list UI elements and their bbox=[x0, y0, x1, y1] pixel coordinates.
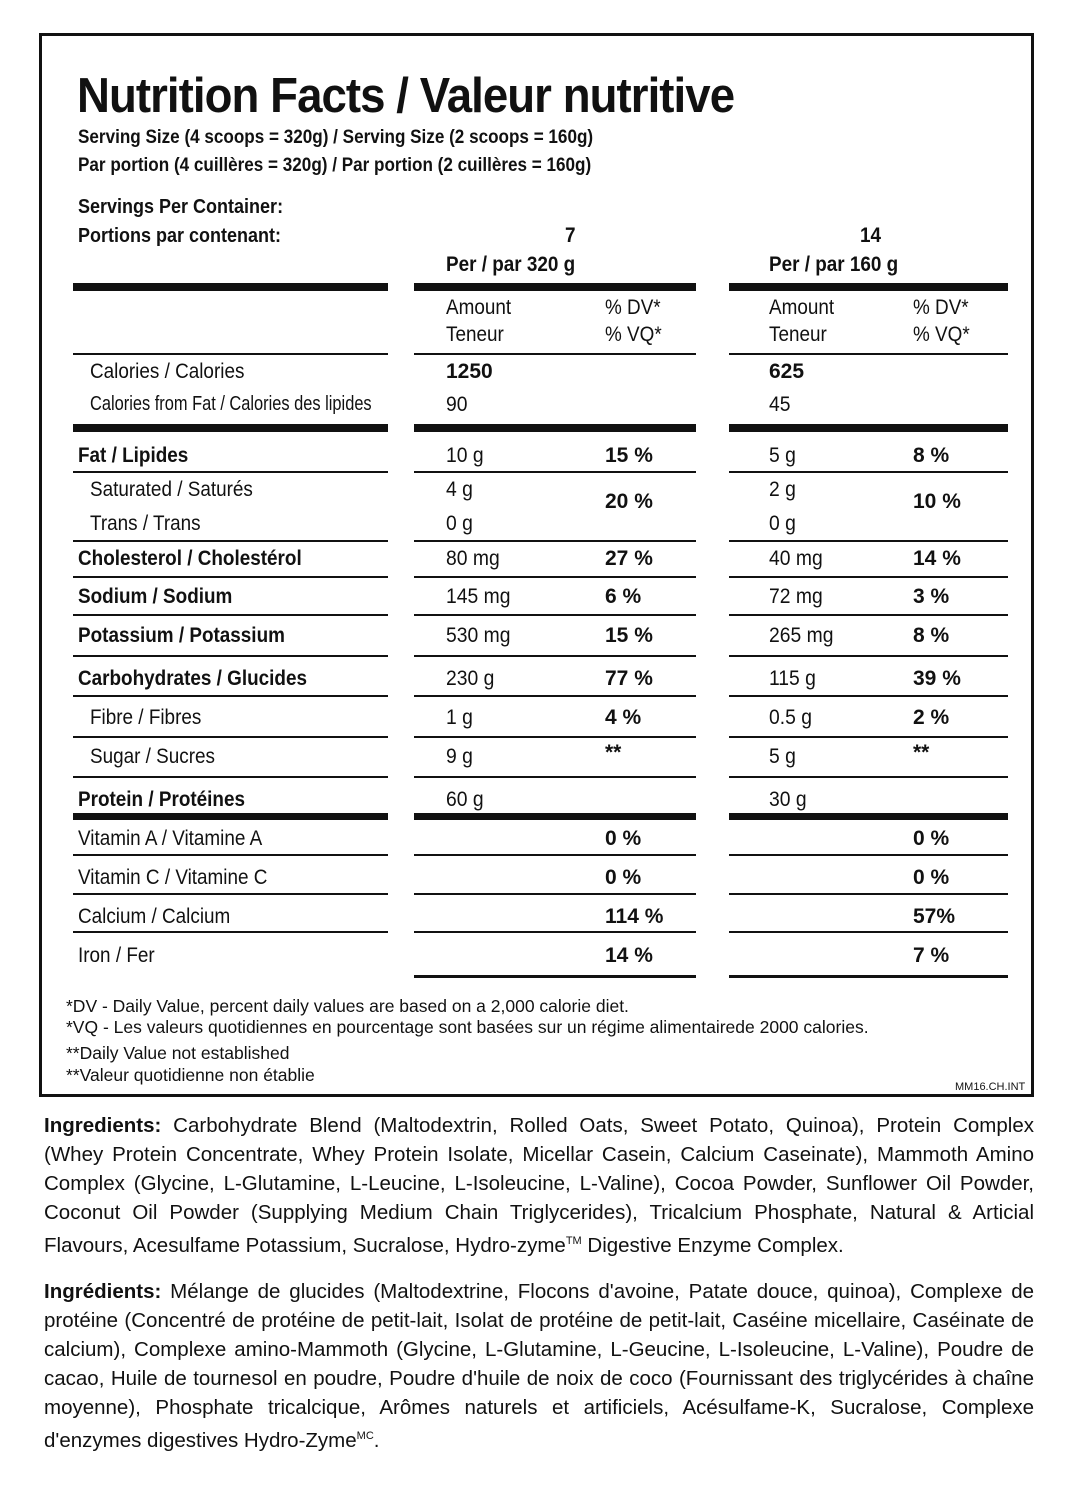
serving-size-en: Serving Size (4 scoops = 320g) / Serving Size (2 scoops = 160g) bbox=[78, 127, 594, 148]
protein-col1-amount: 60 g bbox=[446, 788, 484, 811]
potassium-col1-dv: 15 % bbox=[605, 624, 653, 647]
ingredients-fr-tail: . bbox=[373, 1428, 380, 1452]
divider bbox=[73, 576, 388, 578]
divider bbox=[73, 736, 388, 738]
sugar-col2-amount: 5 g bbox=[769, 745, 796, 768]
cholesterol-label: Cholesterol / Cholestérol bbox=[78, 547, 302, 570]
footnote-vq: *VQ - Les valeurs quotidiennes en pourcentage sont basées sur un régime alimentairede 2000 calories. bbox=[66, 1017, 869, 1037]
ingredients-fr bbox=[44, 1277, 1034, 1455]
divider bbox=[73, 893, 388, 895]
carbohydrates-col1-dv: 77 % bbox=[605, 667, 653, 690]
fibre-col1-dv: 4 % bbox=[605, 706, 642, 729]
sugar-label: Sugar / Sucres bbox=[90, 745, 216, 768]
sodium-col1-dv: 6 % bbox=[605, 585, 642, 608]
cholesterol-col1-dv: 27 % bbox=[605, 547, 653, 570]
sugar-col1-amount: 9 g bbox=[446, 745, 473, 768]
fat-label: Fat / Lipides bbox=[78, 444, 189, 467]
divider bbox=[73, 776, 388, 778]
ingredients-en-heading: Ingredients: bbox=[44, 1114, 162, 1137]
divider bbox=[414, 776, 696, 778]
ingredients-en bbox=[44, 1111, 1034, 1260]
product-code: MM16.CH.INT bbox=[955, 1081, 1026, 1093]
serving-size-fr: Par portion (4 cuillères = 320g) / Par portion (2 cuillères = 160g) bbox=[78, 155, 592, 176]
fat-col2-dv: 8 % bbox=[913, 444, 950, 467]
sodium-col1-amount: 145 mg bbox=[446, 585, 511, 608]
divider bbox=[729, 736, 1008, 738]
fat-col1-amount: 10 g bbox=[446, 444, 484, 467]
col2-teneur-header: Teneur bbox=[769, 323, 827, 346]
fat-col2-amount: 5 g bbox=[769, 444, 796, 467]
iron-col2-dv: 7 % bbox=[913, 944, 950, 967]
vitamin-a-label: Vitamin A / Vitamine A bbox=[78, 827, 263, 850]
divider bbox=[414, 854, 696, 856]
divider bbox=[73, 854, 388, 856]
cholesterol-col2-amount: 40 mg bbox=[769, 547, 823, 570]
divider bbox=[729, 471, 1008, 473]
col2-servings: 14 bbox=[860, 224, 882, 247]
saturated-col1: 4 g bbox=[446, 478, 473, 501]
divider bbox=[729, 893, 1008, 895]
footnote-dv: *DV - Daily Value, percent daily values are based on a 2,000 calorie diet. bbox=[66, 996, 629, 1016]
divider-thick bbox=[73, 424, 388, 432]
divider bbox=[729, 576, 1008, 578]
divider bbox=[729, 655, 1008, 657]
vitamin-c-col1-dv: 0 % bbox=[605, 866, 642, 889]
servings-per-container-fr: Portions par contenant: bbox=[78, 225, 282, 247]
divider bbox=[73, 353, 388, 355]
divider bbox=[414, 695, 696, 697]
col1-per: Per / par 320 g bbox=[446, 253, 576, 276]
carbohydrates-label: Carbohydrates / Glucides bbox=[78, 667, 307, 690]
ingredients-fr-heading: Ingrédients: bbox=[44, 1280, 162, 1303]
sodium-col2-dv: 3 % bbox=[913, 585, 950, 608]
fibre-label: Fibre / Fibres bbox=[90, 706, 202, 729]
trans-col1: 0 g bbox=[446, 512, 473, 535]
divider bbox=[414, 471, 696, 473]
trademark-mark: TM bbox=[565, 1235, 582, 1247]
ingredients-en-text: Carbohydrate Blend (Maltodextrin, Rolled Oats, Sweet Potato, Quinoa), Protein Complex (Whey Protein Concentrate, Whey Protein Isolate, Micellar Casein, Calcium Caseinate), Mammoth Amino Complex (Glycine, L-Glutamine, L-Leucine, L-Isoleucine, L-Valine), Cocoa Powder, Sunflower Oil Powder, Coconut Oil Powder (Supplying Medium Chain Triglycerides), Tricalcium Phosphate, Natural & Articial Flavours, Acesulfame Potassium, Sucralose, Hydro-zyme bbox=[44, 1114, 1034, 1257]
divider-thick bbox=[729, 813, 1008, 820]
cholesterol-col2-dv: 14 % bbox=[913, 547, 961, 570]
carbohydrates-col2-amount: 115 g bbox=[769, 667, 816, 690]
divider bbox=[729, 776, 1008, 778]
trans-col2: 0 g bbox=[769, 512, 796, 535]
iron-col1-dv: 14 % bbox=[605, 944, 653, 967]
divider bbox=[414, 540, 696, 542]
protein-col2-amount: 30 g bbox=[769, 788, 807, 811]
fibre-col2-dv: 2 % bbox=[913, 706, 950, 729]
calories-from-fat-col2: 45 bbox=[769, 393, 791, 416]
potassium-label: Potassium / Potassium bbox=[78, 624, 285, 647]
potassium-col1-amount: 530 mg bbox=[446, 624, 511, 647]
col2-per: Per / par 160 g bbox=[769, 253, 899, 276]
sodium-col2-amount: 72 mg bbox=[769, 585, 823, 608]
vitamin-a-col1-dv: 0 % bbox=[605, 827, 642, 850]
calories-col1: 1250 bbox=[446, 360, 493, 383]
col2-vq-header: % VQ* bbox=[913, 323, 970, 346]
carbohydrates-col2-dv: 39 % bbox=[913, 667, 961, 690]
divider bbox=[414, 931, 696, 933]
protein-label: Protein / Protéines bbox=[78, 788, 245, 811]
sat-trans-col2-dv: 10 % bbox=[913, 490, 961, 513]
sugar-col2-dv: ** bbox=[913, 741, 930, 764]
divider-thick bbox=[73, 283, 388, 291]
calories-col2: 625 bbox=[769, 360, 805, 383]
vitamin-a-col2-dv: 0 % bbox=[913, 827, 950, 850]
divider bbox=[414, 614, 696, 616]
sat-trans-col1-dv: 20 % bbox=[605, 490, 653, 513]
carbohydrates-col1-amount: 230 g bbox=[446, 667, 495, 690]
ingredients-fr-text: Mélange de glucides (Maltodextrine, Flocons d'avoine, Patate douce, quinoa), Complexe de protéine (Concentré de protéine de petit-lait, Isolat de protéine de petit-lait, Caséine micellaire, Caséinate de calcium), Complexe amino-Mammoth (Glycine, L-Glutamine, L-Geucine, L-Isoleucine, L-Valine), Poudre de cacao, Huile de tournesol en poudre, Poudre d'huile de noix de coco (Fournissant des triglycérides à chaîne moyenne), Phosphate tricalcique, Arômes naturels et artificiels, Acésulfame-K, Sucralose, Complexe d'enzymes digestives Hydro-Zyme bbox=[44, 1280, 1034, 1452]
divider bbox=[729, 854, 1008, 856]
col2-dv-header: % DV* bbox=[913, 296, 969, 319]
divider bbox=[414, 736, 696, 738]
divider-thick bbox=[73, 813, 388, 820]
calcium-label: Calcium / Calcium bbox=[78, 905, 231, 928]
sugar-col1-dv: ** bbox=[605, 741, 622, 764]
fibre-col2-amount: 0.5 g bbox=[769, 706, 812, 729]
calories-label: Calories / Calories bbox=[90, 360, 245, 383]
potassium-col2-dv: 8 % bbox=[913, 624, 950, 647]
col1-vq-header: % VQ* bbox=[605, 323, 662, 346]
fat-col1-dv: 15 % bbox=[605, 444, 653, 467]
col1-servings: 7 bbox=[565, 224, 576, 247]
cholesterol-col1-amount: 80 mg bbox=[446, 547, 500, 570]
divider bbox=[729, 540, 1008, 542]
divider bbox=[73, 931, 388, 933]
divider bbox=[73, 540, 388, 542]
col1-dv-header: % DV* bbox=[605, 296, 661, 319]
potassium-col2-amount: 265 mg bbox=[769, 624, 834, 647]
divider bbox=[73, 655, 388, 657]
calcium-col2-dv: 57% bbox=[913, 905, 956, 928]
divider-thick bbox=[729, 283, 1008, 291]
divider-thick bbox=[414, 283, 696, 291]
ingredients-en-tail: Digestive Enzyme Complex. bbox=[581, 1233, 844, 1257]
fibre-col1-amount: 1 g bbox=[446, 706, 473, 729]
divider bbox=[414, 975, 696, 978]
divider-thick bbox=[414, 424, 696, 432]
divider bbox=[729, 614, 1008, 616]
divider bbox=[414, 576, 696, 578]
col1-teneur-header: Teneur bbox=[446, 323, 504, 346]
saturated-label: Saturated / Saturés bbox=[90, 478, 253, 501]
divider bbox=[729, 975, 1008, 978]
saturated-col2: 2 g bbox=[769, 478, 796, 501]
calcium-col1-dv: 114 % bbox=[605, 905, 664, 928]
col2-amount-header: Amount bbox=[769, 296, 835, 319]
vitamin-c-col2-dv: 0 % bbox=[913, 866, 950, 889]
servings-per-container-en: Servings Per Container: bbox=[78, 196, 284, 218]
trademark-mark-fr: MC bbox=[356, 1430, 374, 1442]
divider bbox=[729, 931, 1008, 933]
divider bbox=[729, 695, 1008, 697]
divider bbox=[73, 614, 388, 616]
trans-label: Trans / Trans bbox=[90, 512, 201, 535]
divider bbox=[729, 353, 1008, 355]
divider bbox=[414, 353, 696, 355]
divider bbox=[414, 893, 696, 895]
footnote-not-established-en: **Daily Value not established bbox=[66, 1043, 290, 1063]
col1-amount-header: Amount bbox=[446, 296, 512, 319]
footnote-not-established-fr: **Valeur quotidienne non établie bbox=[66, 1065, 315, 1085]
divider bbox=[73, 695, 388, 697]
divider-thick bbox=[414, 813, 696, 820]
divider bbox=[414, 655, 696, 657]
vitamin-c-label: Vitamin C / Vitamine C bbox=[78, 866, 268, 889]
iron-label: Iron / Fer bbox=[78, 944, 155, 967]
calories-from-fat-label: Calories from Fat / Calories des lipides bbox=[90, 393, 372, 415]
divider-thick bbox=[729, 424, 1008, 432]
calories-from-fat-col1: 90 bbox=[446, 393, 468, 416]
divider bbox=[73, 471, 388, 473]
page-title: Nutrition Facts / Valeur nutritive bbox=[77, 69, 735, 123]
sodium-label: Sodium / Sodium bbox=[78, 585, 233, 608]
